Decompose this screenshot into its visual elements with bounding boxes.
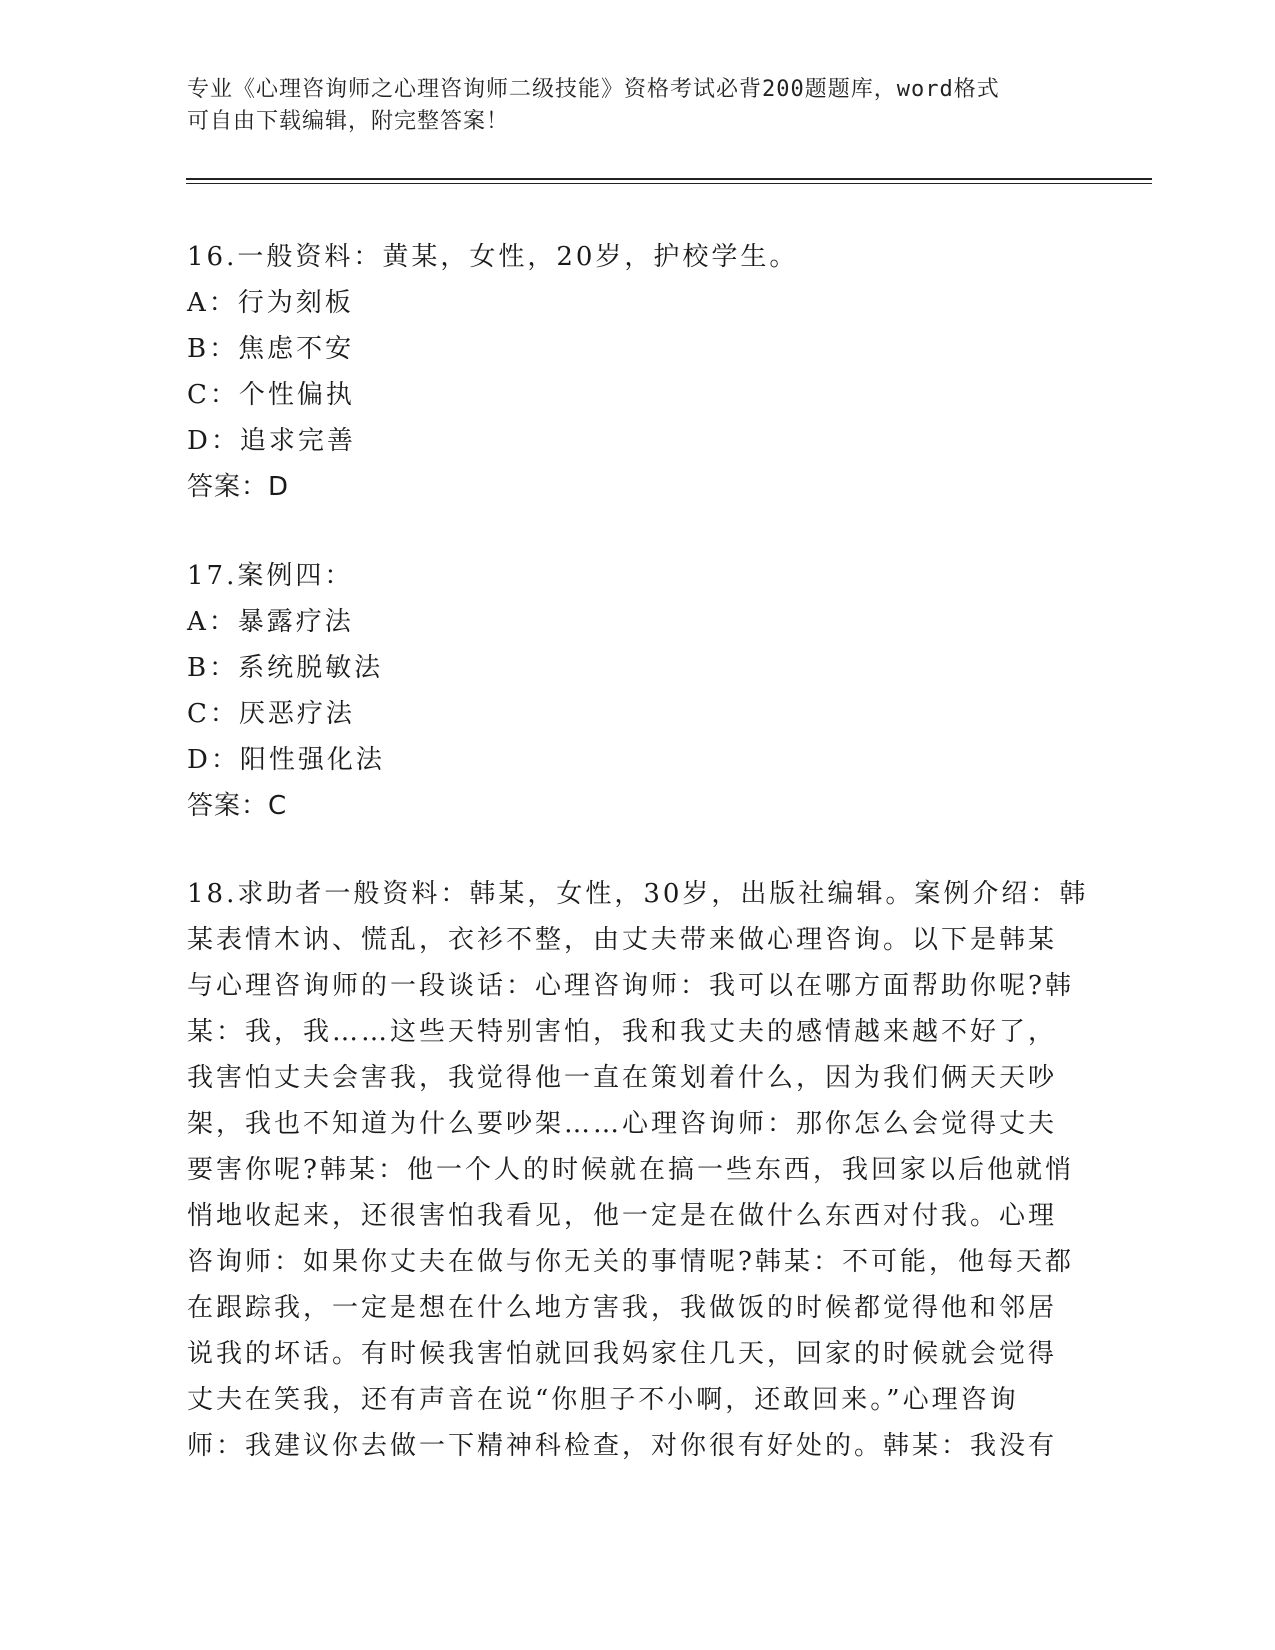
question-17 [187, 553, 1087, 829]
header-divider-thick [186, 178, 1152, 180]
question-text-line: 与心理咨询师的一段谈话：心理咨询师：我可以在哪方面帮助你呢?韩 [187, 971, 1074, 1001]
question-text-line: 某：我，我……这些天特别害怕，我和我丈夫的感情越来越不好了， [187, 1017, 1058, 1047]
question-text-line: 悄地收起来，还很害怕我看见，他一定是在做什么东西对付我。心理 [187, 1201, 1058, 1231]
question-stem: 16.一般资料：黄某，女性，20岁，护校学生。 [187, 242, 799, 272]
option-d: D：追求完善 [187, 426, 356, 456]
header-line-2: 可自由下载编辑，附完整答案！ [187, 109, 510, 134]
header-divider-thin [186, 183, 1152, 184]
option-b: B：系统脱敏法 [187, 653, 384, 683]
question-text-line: 在跟踪我，一定是想在什么地方害我，我做饭的时候都觉得他和邻居 [187, 1293, 1058, 1323]
question-16 [187, 234, 1087, 510]
question-text-line: 18.求助者一般资料：韩某，女性，30岁，出版社编辑。案例介绍：韩 [187, 879, 1089, 909]
answer: 答案：C [187, 791, 288, 821]
option-d: D：阳性强化法 [187, 745, 385, 775]
question-text-line: 要害你呢?韩某：他一个人的时候就在搞一些东西，我回家以后他就悄 [187, 1155, 1074, 1185]
question-stem: 17.案例四： [187, 561, 354, 591]
option-b: B：焦虑不安 [187, 334, 355, 364]
answer: 答案：D [187, 472, 290, 502]
question-text-line: 咨询师：如果你丈夫在做与你无关的事情呢?韩某：不可能，他每天都 [187, 1247, 1074, 1277]
option-c: C：厌恶疗法 [187, 699, 355, 729]
document-header [187, 74, 1087, 138]
question-text-line: 某表情木讷、慌乱，衣衫不整，由丈夫带来做心理咨询。以下是韩某 [187, 925, 1058, 955]
question-text-line: 说我的坏话。有时候我害怕就回我妈家住几天，回家的时候就会觉得 [187, 1339, 1058, 1369]
question-text-line: 师：我建议你去做一下精神科检查，对你很有好处的。韩某：我没有 [187, 1431, 1058, 1461]
question-text-line: 我害怕丈夫会害我，我觉得他一直在策划着什么，因为我们俩天天吵 [187, 1063, 1058, 1093]
question-text-line: 架，我也不知道为什么要吵架……心理咨询师：那你怎么会觉得丈夫 [187, 1109, 1058, 1139]
header-line-1: 专业《心理咨询师之心理咨询师二级技能》资格考试必背200题题库，word格式 [187, 77, 1000, 102]
option-a: A：暴露疗法 [187, 607, 354, 637]
question-18 [187, 871, 1087, 1469]
option-a: A：行为刻板 [187, 288, 354, 318]
option-c: C：个性偏执 [187, 380, 355, 410]
question-text-line: 丈夫在笑我，还有声音在说“你胆子不小啊，还敢回来。”心理咨询 [187, 1385, 1019, 1415]
